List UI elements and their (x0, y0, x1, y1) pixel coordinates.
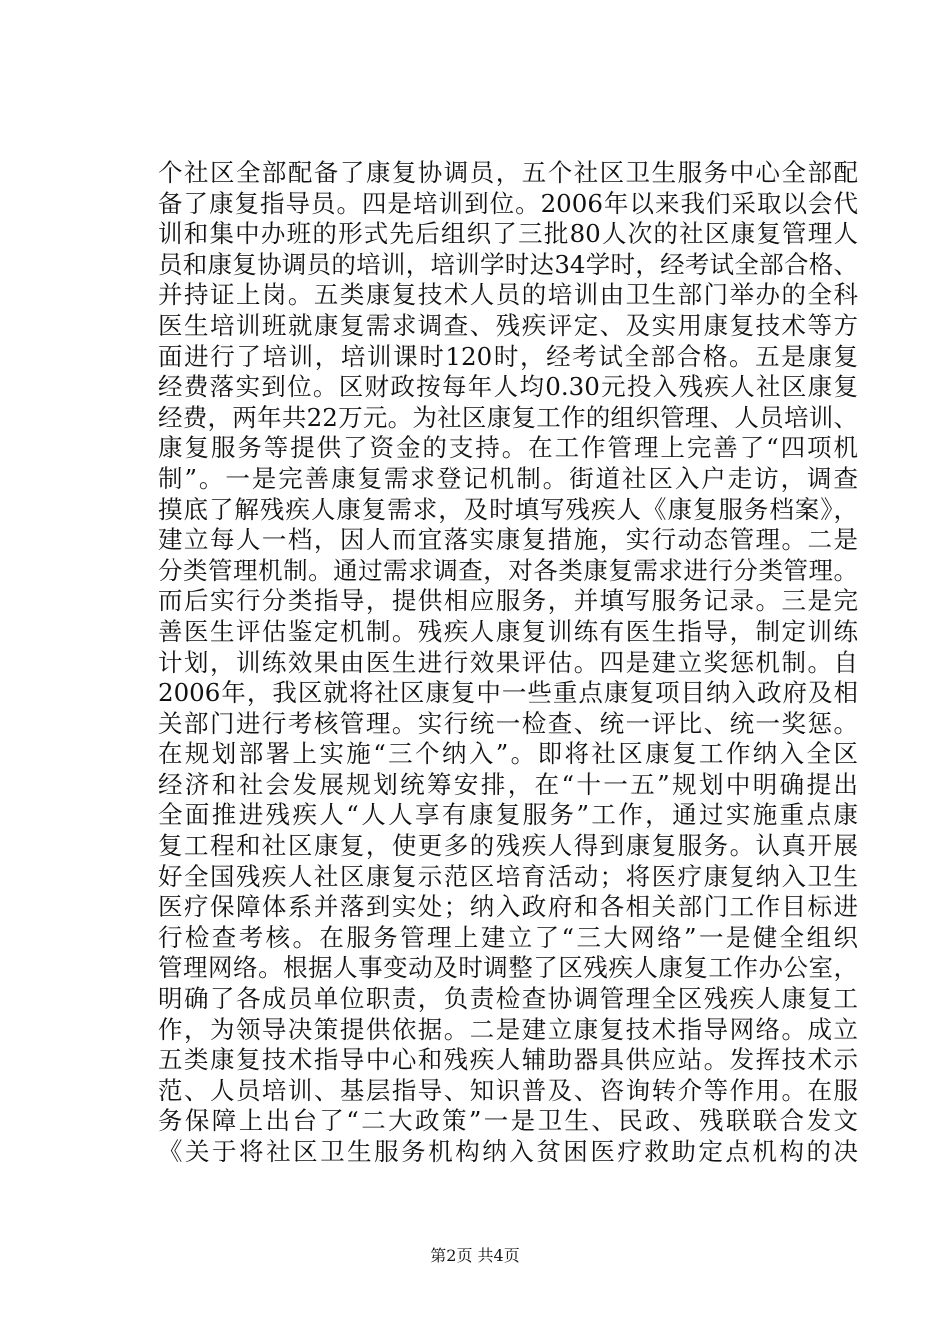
text-line: 训和集中办班的形式先后组织了三批80人次的社区康复管理人 (158, 219, 858, 249)
text-line: 经济和社会发展规划统筹安排，在“十一五”规划中明确提出 (158, 769, 858, 799)
text-line: 而后实行分类指导，提供相应服务，并填写服务记录。三是完 (158, 586, 858, 616)
text-line: 2006年，我区就将社区康复中一些重点康复项目纳入政府及相 (158, 678, 858, 708)
text-line: 在规划部署上实施“三个纳入”。即将社区康复工作纳入全区 (158, 739, 858, 769)
text-line: 面进行了培训，培训课时120时，经考试全部合格。五是康复 (158, 341, 858, 371)
text-line: 制”。一是完善康复需求登记机制。街道社区入户走访，调查 (158, 463, 858, 493)
text-line: 务保障上出台了“二大政策”一是卫生、民政、残联联合发文 (158, 1106, 858, 1136)
text-line: 个社区全部配备了康复协调员，五个社区卫生服务中心全部配 (158, 158, 858, 187)
text-line: 计划，训练效果由医生进行效果评估。四是建立奖惩机制。自 (158, 647, 858, 677)
text-line: 备了康复指导员。四是培训到位。2006年以来我们采取以会代 (158, 188, 858, 218)
text-line: 善医生评估鉴定机制。残疾人康复训练有医生指导，制定训练 (158, 616, 858, 646)
text-line: 明确了各成员单位职责，负责检查协调管理全区残疾人康复工 (158, 984, 858, 1014)
text-line: 分类管理机制。通过需求调查，对各类康复需求进行分类管理。 (158, 555, 858, 585)
text-line: 好全国残疾人社区康复示范区培育活动；将医疗康复纳入卫生 (158, 861, 858, 891)
page-footer (0, 1243, 950, 1266)
text-line: 关部门进行考核管理。实行统一检查、统一评比、统一奖惩。 (158, 708, 858, 738)
text-line: 管理网络。根据人事变动及时调整了区残疾人康复工作办公室， (158, 953, 858, 983)
text-line: 行检查考核。在服务管理上建立了“三大网络”一是健全组织 (158, 922, 858, 952)
text-line: 医疗保障体系并落到实处；纳入政府和各相关部门工作目标进 (158, 892, 858, 922)
text-line: 经费落实到位。区财政按每年人均0.30元投入残疾人社区康复 (158, 372, 858, 402)
text-line: 建立每人一档，因人而宜落实康复措施，实行动态管理。二是 (158, 525, 858, 555)
text-line: 五类康复技术指导中心和残疾人辅助器具供应站。发挥技术示 (158, 1045, 858, 1075)
text-line: 复工程和社区康复，使更多的残疾人得到康复服务。认真开展 (158, 831, 858, 861)
text-line: 全面推进残疾人“人人享有康复服务”工作，通过实施重点康 (158, 800, 858, 830)
text-line: 并持证上岗。五类康复技术人员的培训由卫生部门举办的全科 (158, 280, 858, 310)
text-line: 范、人员培训、基层指导、知识普及、咨询转介等作用。在服 (158, 1075, 858, 1105)
text-line: 医生培训班就康复需求调查、残疾评定、及实用康复技术等方 (158, 310, 858, 340)
text-line: 作，为领导决策提供依据。二是建立康复技术指导网络。成立 (158, 1014, 858, 1044)
text-line: 经费，两年共22万元。为社区康复工作的组织管理、人员培训、 (158, 402, 858, 432)
text-line: 员和康复协调员的培训，培训学时达34学时，经考试全部合格、 (158, 249, 858, 279)
text-line: 《关于将社区卫生服务机构纳入贫困医疗救助定点机构的决 (158, 1137, 858, 1166)
text-line: 摸底了解残疾人康复需求，及时填写残疾人《康复服务档案》， (158, 494, 858, 524)
document-body (158, 158, 858, 1168)
text-line: 康复服务等提供了资金的支持。在工作管理上完善了“四项机 (158, 433, 858, 463)
page-number-label: 第2页 共4页 (430, 1246, 520, 1265)
